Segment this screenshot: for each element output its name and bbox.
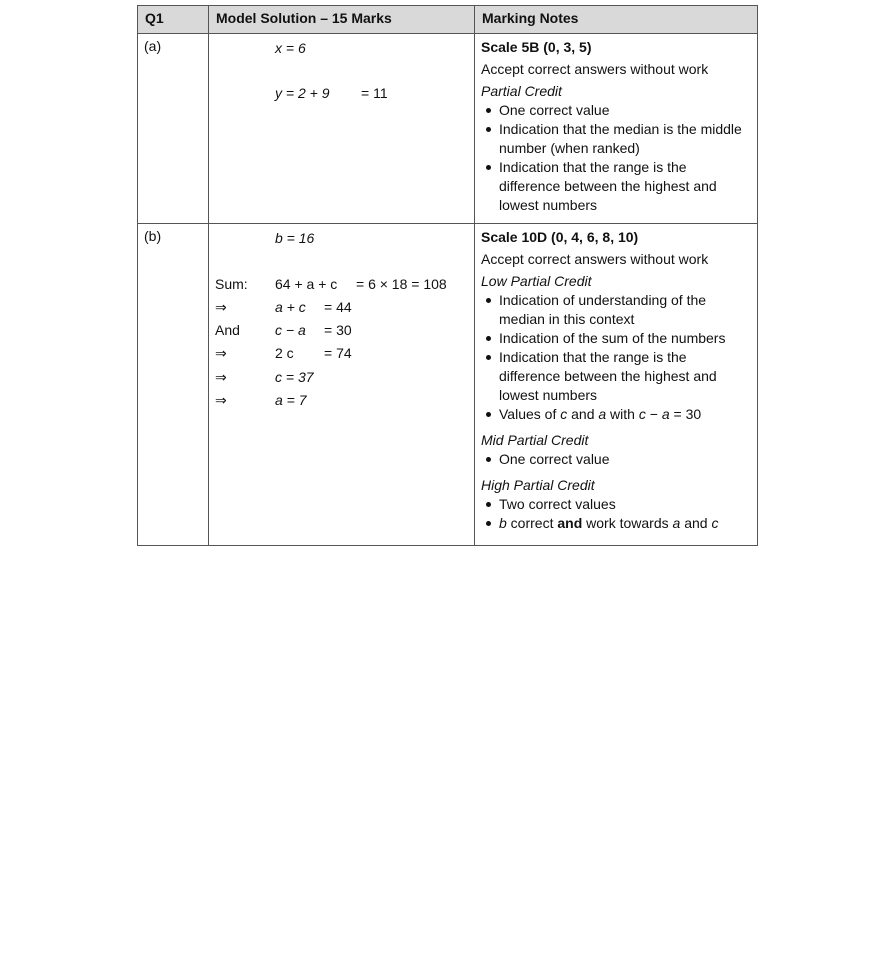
solution-step-label: ⇒ bbox=[215, 392, 227, 408]
list-item: Indication that the range is the difference between the highest and lowest numbers bbox=[499, 158, 751, 215]
list-item: b correct and work towards a and c bbox=[499, 514, 751, 533]
part-b-accept: Accept correct answers without work bbox=[481, 251, 709, 267]
part-b-scale: Scale 10D (0, 4, 6, 8, 10) bbox=[481, 229, 639, 245]
solution-step-expr: 2 c bbox=[275, 345, 294, 361]
list-item: Two correct values bbox=[499, 495, 751, 514]
solution-step-result: = 44 bbox=[324, 299, 352, 315]
solution-step-label: ⇒ bbox=[215, 345, 227, 361]
part-b-high-title: High Partial Credit bbox=[481, 477, 595, 493]
part-b-low-list bbox=[481, 291, 751, 424]
list-item: Indication of the sum of the numbers bbox=[499, 329, 751, 348]
solution-step-expr: c = 37 bbox=[275, 369, 314, 385]
solution-step-expr: a + c bbox=[275, 299, 306, 315]
part-a-label: (a) bbox=[144, 38, 162, 54]
part-b-label: (b) bbox=[144, 228, 162, 244]
solution-y-rhs: = 11 bbox=[361, 85, 388, 101]
solution-step-result: = 74 bbox=[324, 345, 352, 361]
part-a-solution-cell bbox=[209, 34, 475, 224]
list-item: One correct value bbox=[499, 450, 751, 469]
solution-y-lhs: y = 2 + 9 bbox=[275, 85, 330, 101]
part-a-partial-title: Partial Credit bbox=[481, 83, 562, 99]
part-b-label-cell bbox=[138, 224, 209, 546]
header-marking-notes: Marking Notes bbox=[475, 6, 758, 34]
part-a-row bbox=[138, 34, 758, 224]
part-b-low-title: Low Partial Credit bbox=[481, 273, 592, 289]
solution-step-expr: a = 7 bbox=[275, 392, 307, 408]
part-b-high-list bbox=[481, 495, 751, 533]
list-item: Indication that the range is the difference between the highest and lowest numbers bbox=[499, 348, 751, 405]
solution-step-expr: 64 + a + c bbox=[275, 276, 338, 292]
part-a-notes-cell bbox=[475, 34, 758, 224]
solution-step-label: ⇒ bbox=[215, 369, 227, 385]
list-item: Values of c and a with c − a = 30 bbox=[499, 405, 751, 424]
part-a-scale: Scale 5B (0, 3, 5) bbox=[481, 39, 592, 55]
solution-step-expr: c − a bbox=[275, 322, 306, 338]
solution-step-label: And bbox=[215, 322, 240, 338]
solution-step-result: = 30 bbox=[324, 322, 352, 338]
list-item: One correct value bbox=[499, 101, 751, 120]
solution-step-label: ⇒ bbox=[215, 299, 227, 315]
solution-b-line: b = 16 bbox=[275, 230, 315, 246]
part-b-mid-list bbox=[481, 450, 751, 469]
part-a-label-cell bbox=[138, 34, 209, 224]
solution-x-line: x = 6 bbox=[275, 40, 306, 56]
header-question: Q1 bbox=[138, 6, 209, 34]
part-b-row bbox=[138, 224, 758, 546]
part-b-notes-cell bbox=[475, 224, 758, 546]
list-item: Indication of understanding of the median in this context bbox=[499, 291, 751, 329]
solution-step-label: Sum: bbox=[215, 276, 248, 292]
solution-step-result: = 6 × 18 = 108 bbox=[356, 276, 447, 292]
part-b-solution-cell bbox=[209, 224, 475, 546]
part-a-accept: Accept correct answers without work bbox=[481, 61, 709, 77]
header-model-solution: Model Solution – 15 Marks bbox=[209, 6, 475, 34]
part-b-mid-title: Mid Partial Credit bbox=[481, 432, 589, 448]
marking-scheme-table bbox=[137, 5, 758, 546]
part-a-partial-list bbox=[481, 101, 751, 215]
table-header-row bbox=[138, 6, 758, 34]
list-item: Indication that the median is the middle number (when ranked) bbox=[499, 120, 751, 158]
